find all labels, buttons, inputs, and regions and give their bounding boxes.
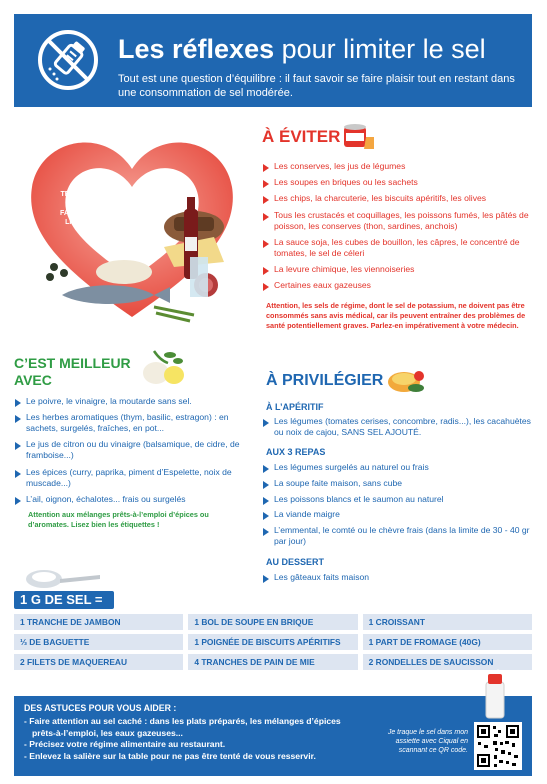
salt-banner: 1 G DE SEL = bbox=[14, 591, 114, 609]
heart-message: TROP DE SEL AUGMENTE LE TRAVAIL DU COEUR ET FAVORISE LA RÉTENTION DE LIQUIDE DANS LE CORPS. bbox=[60, 191, 160, 227]
better-warning: Attention aux mélanges prêts-à-l’emploi d’épices ou d’aromates. Lisez bien les étiquettes ! bbox=[28, 510, 209, 529]
better-item: Les herbes aromatiques (thym, basilic, estragon) : en sachets, surgelés, fraîches, en pot... bbox=[14, 412, 254, 434]
prefer-title: À PRIVILÉGIER bbox=[266, 372, 384, 389]
avoid-item: La levure chimique, les viennoiseries bbox=[262, 264, 537, 275]
page-title: Les réflexes pour limiter le sel bbox=[118, 34, 486, 64]
meals-item: L’emmental, le comté ou le chèvre frais (dans la limite de 30 - 40 gr par jour) bbox=[262, 525, 537, 547]
table-cell: 4 TRANCHES DE PAIN DE MIE bbox=[188, 654, 357, 670]
dessert-heading: AU DESSERT bbox=[266, 557, 325, 567]
table-cell: 1 CROISSANT bbox=[363, 614, 532, 630]
avoid-item: Les soupes en briques ou les sachets bbox=[262, 177, 537, 188]
table-row bbox=[14, 654, 532, 670]
table-cell: 2 FILETS DE MAQUEREAU bbox=[14, 654, 183, 670]
better-item: Le poivre, le vinaigre, la moutarde sans sel. bbox=[14, 396, 254, 407]
table-cell: 1 TRANCHE DE JAMBON bbox=[14, 614, 183, 630]
table-cell: 1 BOL DE SOUPE EN BRIQUE bbox=[188, 614, 357, 630]
better-item: L’ail, oignon, échalotes... frais ou surgelés bbox=[14, 494, 254, 505]
salt-shaker-icon bbox=[480, 668, 510, 720]
no-salt-shaker-icon bbox=[36, 28, 100, 92]
page-subtitle: Tout est une question d’équilibre : il faut savoir se faire plaisir tout en restant dans une consommation de sel modérée. bbox=[118, 73, 515, 99]
meals-item: La viande maigre bbox=[262, 509, 537, 520]
avoid-item: Les conserves, les jus de légumes bbox=[262, 161, 537, 172]
avoid-list bbox=[262, 161, 537, 296]
dessert-item: Les gâteaux faits maison bbox=[262, 572, 537, 583]
table-cell: ⅓ DE BAGUETTE bbox=[14, 634, 183, 650]
tip-line: - Faire attention au sel caché : dans les plats préparés, les mélanges d’épices bbox=[24, 716, 341, 726]
dessert-list bbox=[262, 572, 537, 588]
tips-list bbox=[24, 716, 384, 762]
better-list bbox=[14, 396, 254, 510]
qr-code[interactable] bbox=[474, 722, 522, 770]
tip-line: - Enlevez la salière sur la table pour ne pas être tenté de vous resservir. bbox=[24, 750, 316, 761]
aperitif-item: Les légumes (tomates cerises, concombre, radis...), les cacahuètes ou noix de cajou, SANS SEL AJOUTÉ. bbox=[262, 416, 537, 438]
avoid-item: Les chips, la charcuterie, les biscuits apéritifs, les olives bbox=[262, 193, 537, 204]
herbs-garlic-icon bbox=[140, 345, 186, 387]
table-cell: 1 POIGNÉE DE BISCUITS APÉRITIFS bbox=[188, 634, 357, 650]
salt-spoon-icon bbox=[22, 565, 102, 591]
table-cell: 1 PART DE FROMAGE (40G) bbox=[363, 634, 532, 650]
meals-heading: AUX 3 REPAS bbox=[266, 447, 326, 457]
tip-line: - Précisez votre régime alimentaire au restaurant. bbox=[24, 739, 226, 749]
tip-line: prêts-à-l’emploi, les eaux gazeuses... bbox=[32, 727, 183, 738]
table-row bbox=[14, 614, 532, 630]
avoid-item: Certaines eaux gazeuses bbox=[262, 280, 537, 291]
salt-equivalents-table bbox=[14, 614, 532, 674]
meals-item: Les poissons blancs et le saumon au naturel bbox=[262, 494, 537, 505]
tips-title: DES ASTUCES POUR VOUS AIDER : bbox=[24, 703, 177, 713]
table-cell: 2 RONDELLES DE SAUCISSON bbox=[363, 654, 532, 670]
table-row bbox=[14, 634, 532, 650]
meals-item: Les légumes surgelés au naturel ou frais bbox=[262, 462, 537, 473]
header-banner bbox=[14, 14, 532, 107]
avoid-title: À ÉVITER bbox=[262, 127, 341, 146]
avoid-warning: Attention, les sels de régime, dont le sel de potassium, ne doivent pas être consommés sans avis médical, car ils peuvent entraîner des problèmes de santé potentiellement graves. Parlez-en impérativement à votre médecin. bbox=[266, 301, 526, 330]
meals-list bbox=[262, 462, 537, 552]
better-title: C’EST MEILLEUR AVEC bbox=[14, 355, 131, 388]
meals-item: La soupe faite maison, sans cube bbox=[262, 478, 537, 489]
aperitif-heading: À L’APÉRITIF bbox=[266, 402, 324, 412]
healthy-bowl-icon bbox=[386, 366, 426, 396]
aperitif-list bbox=[262, 416, 537, 443]
better-item: Les épices (curry, paprika, piment d’Espelette, noix de muscade...) bbox=[14, 467, 254, 489]
tips-footer bbox=[14, 696, 532, 776]
better-item: Le jus de citron ou du vinaigre (balsamique, de cidre, de framboise...) bbox=[14, 439, 254, 461]
qr-caption: Je traque le sel dans mon assiette avec Ciqual en scannant ce QR code. bbox=[387, 729, 468, 754]
avoid-item: La sauce soja, les cubes de bouillon, les câpres, le concentré de tomates, le sel de céleri bbox=[262, 237, 537, 259]
avoid-item: Tous les crustacés et coquillages, les poissons fumés, les pâtés de poisson, les conserves (thon, sardines, anchois) bbox=[262, 210, 537, 232]
canned-food-icon bbox=[340, 119, 376, 151]
